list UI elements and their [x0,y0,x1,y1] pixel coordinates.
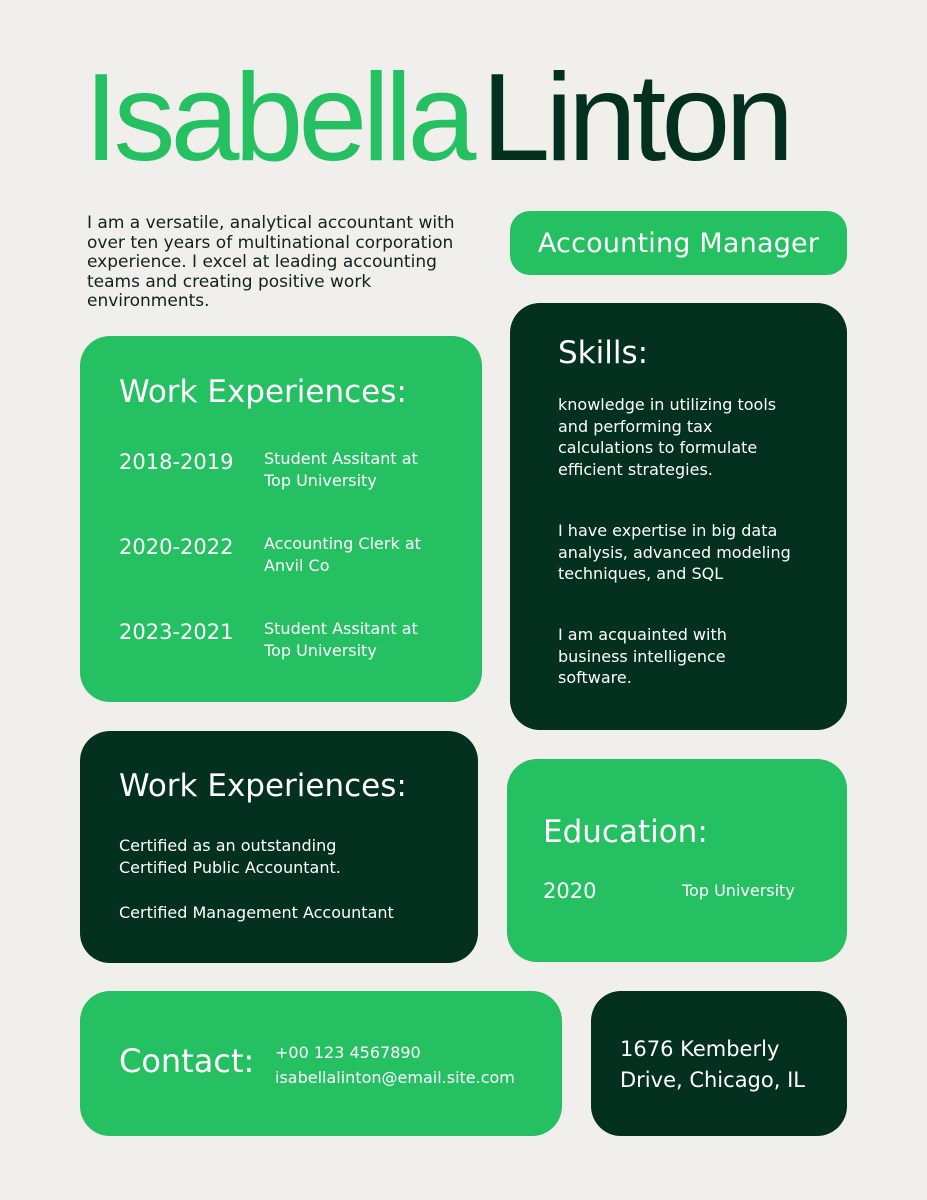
last-name: Linton [481,49,790,187]
first-name: Isabella [84,49,472,187]
education-year: 2020 [543,879,597,903]
skill-item: knowledge in utilizing tools and performing tax calculations to formulate efficient strategies. [558,395,777,479]
education-title: Education: [543,814,708,850]
skill-item: I have expertise in big data analysis, advanced modeling techniques, and SQL [558,521,791,583]
contact-address: 1676 Kemberly Drive, Chicago, IL [620,1037,805,1092]
work-year: 2020-2022 [119,535,234,559]
work-description: Student Assitant at Top University [264,619,418,660]
skills-title: Skills: [558,335,649,371]
skill-item: I am acquainted with business intelligence software. [558,625,727,687]
certifications-title: Work Experiences: [119,768,407,804]
work-year: 2023-2021 [119,620,234,644]
contact-phone: +00 123 4567890 [275,1043,421,1062]
work-year: 2018-2019 [119,450,234,474]
work-description: Student Assitant at Top University [264,449,418,490]
contact-email: isabellalinton@email.site.com [275,1068,515,1087]
work-description: Accounting Clerk at Anvil Co [264,534,421,575]
education-card [507,759,847,962]
education-school: Top University [682,881,795,900]
certification-item: Certified Management Accountant [119,903,394,922]
job-title-badge: Accounting Manager [510,211,847,275]
certification-item: Certified as an outstanding Certified Public Accountant. [119,836,341,877]
contact-title: Contact: [119,1042,255,1080]
work-experience-title: Work Experiences: [119,374,407,410]
profile-summary: I am a versatile, analytical accountant with over ten years of multinational corporation experience. I excel at leading accounting teams and creating positive work environments. [87,213,455,311]
name-heading [84,49,790,187]
